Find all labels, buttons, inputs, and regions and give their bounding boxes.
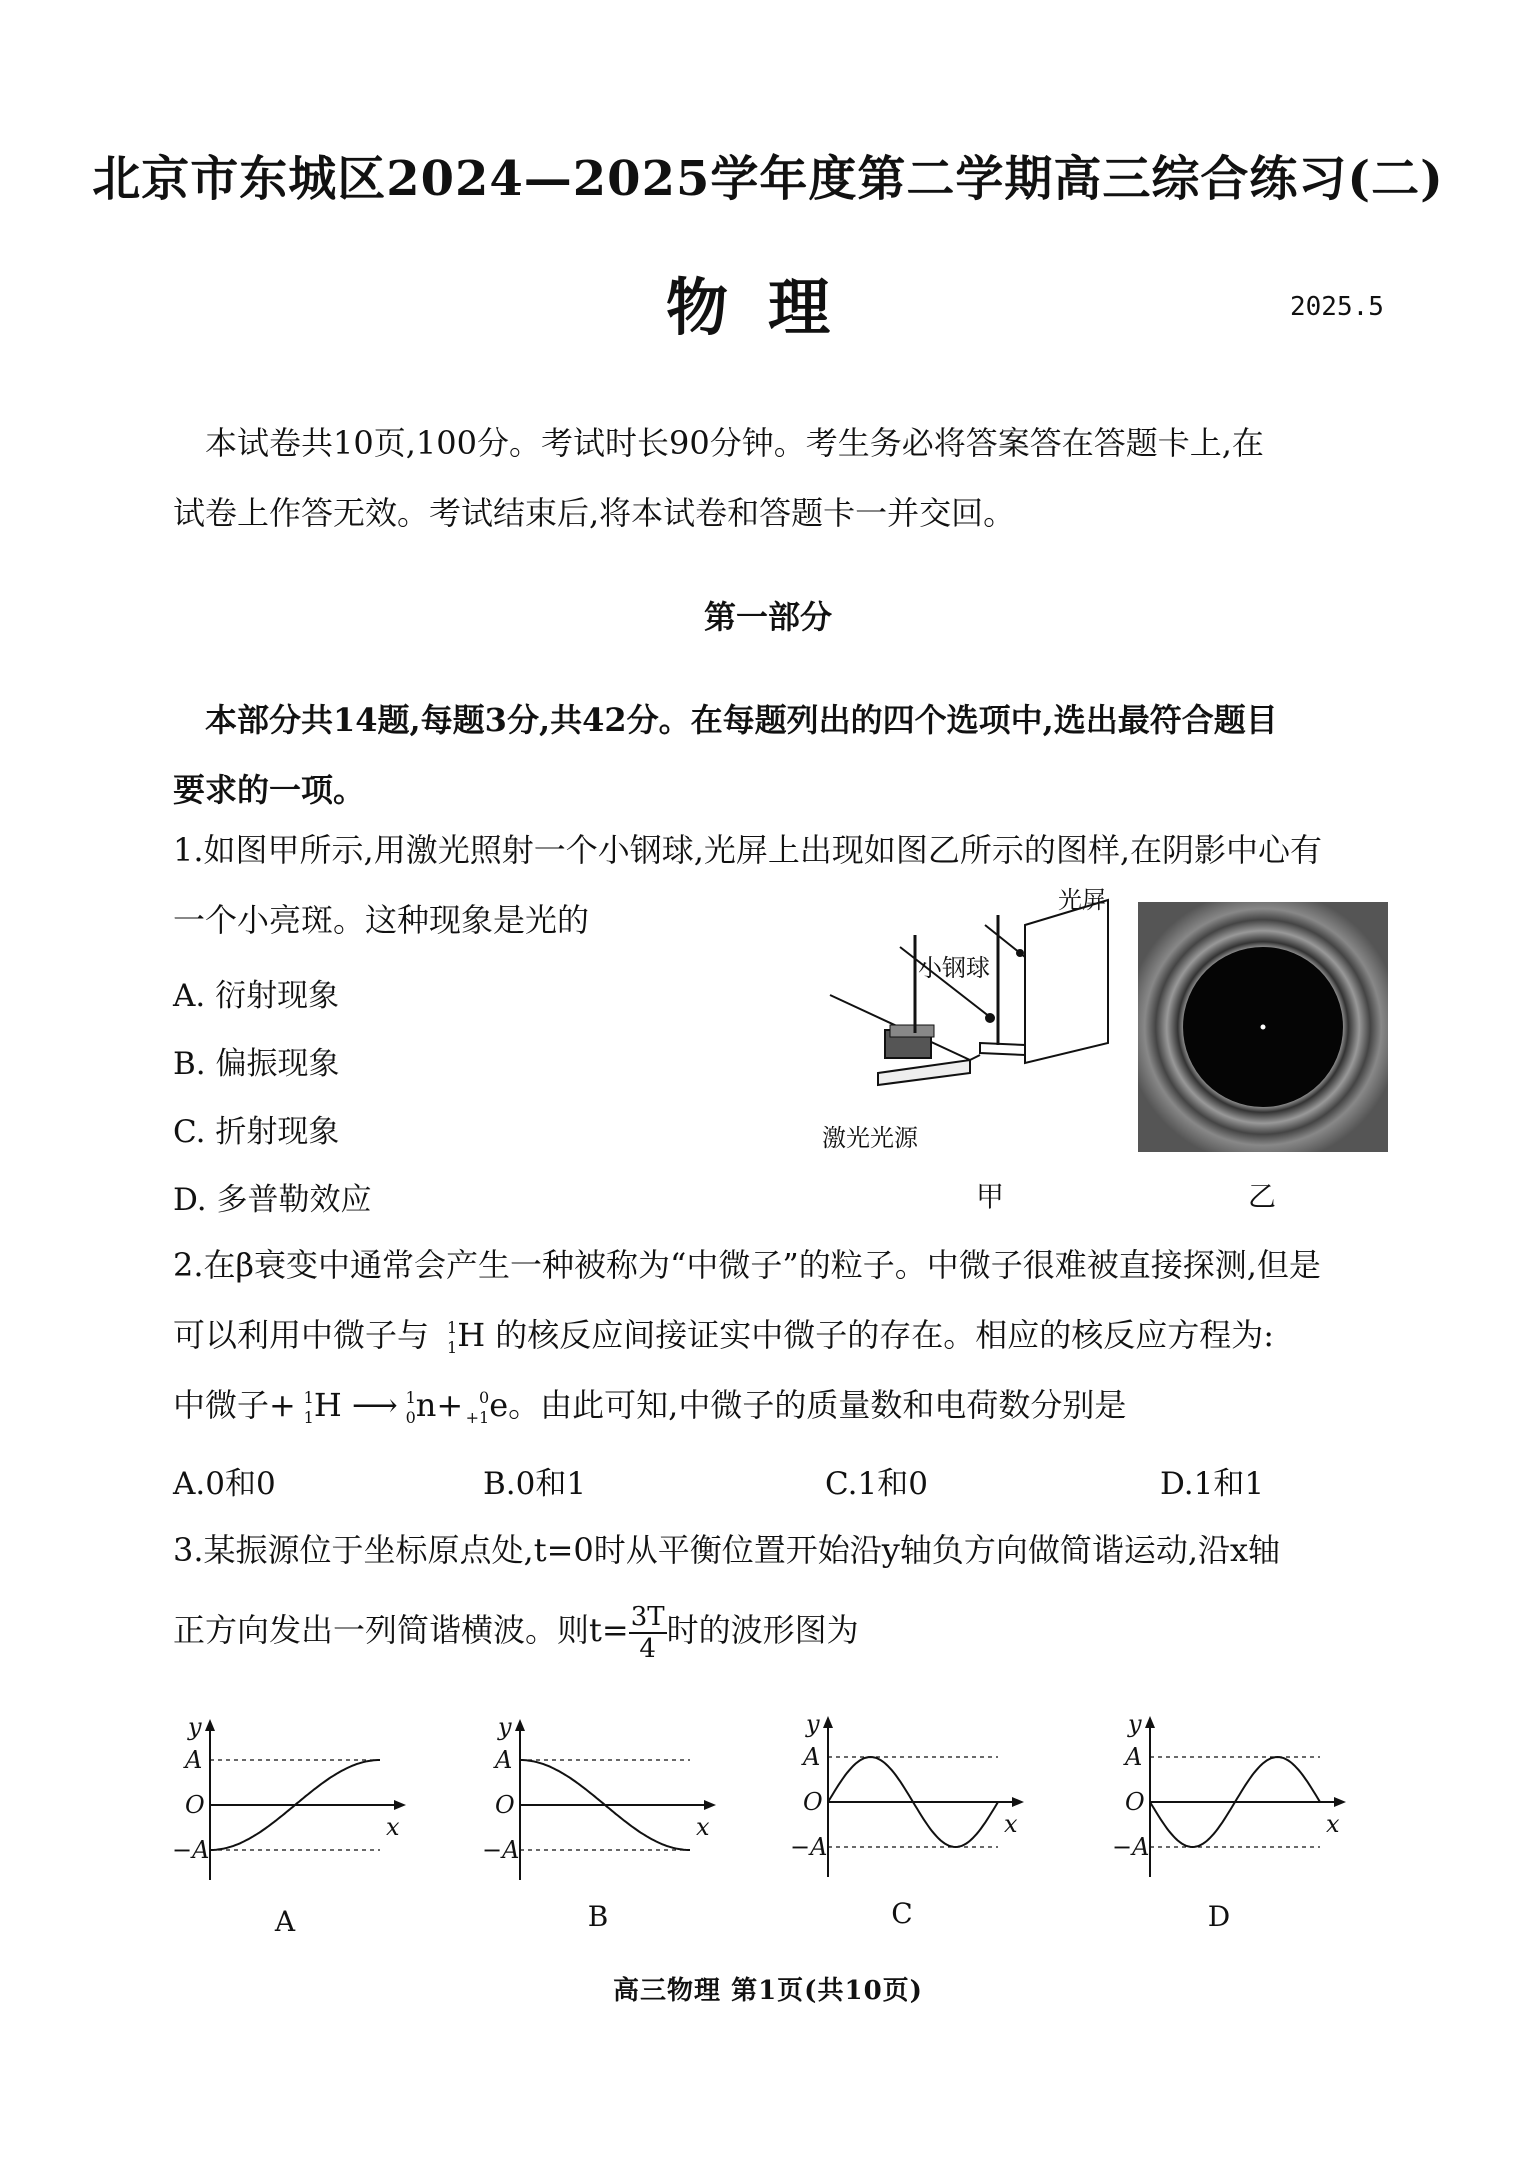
q3-graph-label-b: B: [587, 1900, 609, 1933]
y-axis-label: y: [1128, 1712, 1142, 1738]
q2-line3-part-b: 。由此可知,中微子的质量数和电荷数分别是: [508, 1386, 1127, 1424]
y-axis-arrow: [823, 1716, 833, 1728]
q1-label-yi: 乙: [1247, 1180, 1276, 1213]
x-axis-arrow: [1012, 1797, 1024, 1807]
instructions-line-2: 试卷上作答无效。考试结束后,将本试卷和答题卡一并交回。: [173, 494, 1016, 532]
q2-plus: +: [436, 1386, 464, 1424]
page-footer: 高三物理 第1页(共10页): [613, 1976, 923, 2006]
q2-line2-part-b: 的核反应间接证实中微子的存在。相应的核反应方程为:: [495, 1316, 1275, 1354]
q3-t-label: t=: [589, 1611, 629, 1649]
q2-nuclide-h-indices: 1 1: [447, 1318, 458, 1357]
q1-label-laser: 激光光源: [822, 1124, 918, 1152]
q2-line3-part-a: 中微子+: [173, 1386, 296, 1424]
q1-label-screen: 光屏: [1058, 886, 1106, 914]
q2-eq-e-indices: 0 +1: [465, 1388, 490, 1427]
x-axis-arrow: [704, 1800, 716, 1810]
q3-graph-c: [778, 1712, 1038, 1882]
q2-stem-line-1: 2.在β衰变中通常会产生一种被称为“中微子”的粒子。中微子很难被直接探测,但是: [173, 1246, 1321, 1284]
q3-graph-label-c: C: [891, 1897, 913, 1930]
q3-graph-d: [1100, 1712, 1360, 1882]
q3-line2-part-b: 时的波形图为: [666, 1611, 859, 1649]
x-axis-label: x: [1004, 1810, 1018, 1838]
q1-label-ball: 小钢球: [918, 954, 990, 982]
negative-amplitude-label: −A: [790, 1833, 828, 1861]
part-one-title: 第一部分: [703, 598, 832, 636]
q2-option-a: A.0和0: [173, 1466, 276, 1502]
instructions-line-1: 本试卷共10页,100分。考试时长90分钟。考生务必将答案答在答题卡上,在: [205, 424, 1264, 462]
x-axis-label: x: [1326, 1810, 1340, 1838]
q1-option-d: D. 多普勒效应: [173, 1182, 372, 1218]
origin-label: O: [803, 1788, 823, 1816]
amplitude-label: A: [495, 1746, 513, 1774]
y-axis-label: y: [188, 1715, 202, 1741]
q2-line2-part-a: 可以利用中微子与: [173, 1316, 430, 1354]
y-axis-arrow: [1145, 1716, 1155, 1728]
q2-eq-h: H: [313, 1386, 342, 1424]
part-one-desc-line-1: 本部分共14题,每题3分,共42分。在每题列出的四个选项中,选出最符合题目: [205, 701, 1278, 739]
amplitude-label: A: [803, 1743, 821, 1771]
q3-graph-label-d: D: [1207, 1900, 1231, 1933]
amplitude-label: A: [185, 1746, 203, 1774]
q1-option-b: B. 偏振现象: [173, 1046, 340, 1082]
y-axis-arrow: [205, 1719, 215, 1731]
q3-graph-label-a: A: [274, 1905, 296, 1938]
y-axis-arrow: [515, 1719, 525, 1731]
q2-arrow: ⟶: [351, 1386, 398, 1424]
q2-option-d: D.1和1: [1160, 1466, 1265, 1502]
q3-graph-b: [470, 1715, 730, 1885]
origin-label: O: [1125, 1788, 1145, 1816]
x-axis-arrow: [1334, 1797, 1346, 1807]
exam-title: 北京市东城区2024—2025学年度第二学期高三综合练习(二): [92, 151, 1444, 207]
x-axis-arrow: [394, 1800, 406, 1810]
q1-option-c: C. 折射现象: [173, 1114, 340, 1150]
q2-eq-n: n: [415, 1386, 437, 1424]
negative-amplitude-label: −A: [482, 1836, 520, 1864]
negative-amplitude-label: −A: [1112, 1833, 1150, 1861]
q1-stem-line-1: 1.如图甲所示,用激光照射一个小钢球,光屏上出现如图乙所示的图样,在阴影中心有: [173, 831, 1323, 869]
exam-date: 2025.5: [1290, 292, 1384, 322]
amplitude-label: A: [1125, 1743, 1143, 1771]
q2-option-b: B.0和1: [483, 1466, 587, 1502]
y-axis-label: y: [806, 1712, 820, 1738]
q1-stem-line-2: 一个小亮斑。这种现象是光的: [173, 901, 590, 939]
q2-eq-n-indices: 1 0: [405, 1388, 416, 1427]
q3-fraction: [629, 1602, 667, 1664]
q2-eq-e: e: [489, 1386, 509, 1424]
negative-amplitude-label: −A: [172, 1836, 210, 1864]
q3-line2-part-a: 正方向发出一列简谐横波。则: [173, 1611, 590, 1649]
q1-label-jia: 甲: [975, 1180, 1004, 1213]
part-one-desc-line-2: 要求的一项。: [173, 771, 366, 809]
q3-stem-line-1: 3.某振源位于坐标原点处,t=0时从平衡位置开始沿y轴负方向做简谐运动,沿x轴: [173, 1531, 1281, 1569]
q2-stem-line-3: [173, 1370, 1126, 1440]
q2-nuclide-h: H: [457, 1316, 486, 1354]
q2-stem-line-2: [173, 1300, 1274, 1370]
q3-graph-a: [160, 1715, 420, 1885]
q1-figure-diffraction-pattern: [1138, 902, 1388, 1152]
x-axis-label: x: [386, 1813, 400, 1841]
q3-frac-num: 3T: [630, 1601, 665, 1632]
origin-label: O: [495, 1791, 515, 1819]
origin-label: O: [185, 1791, 205, 1819]
subject-title: 物理: [665, 271, 870, 344]
y-axis-label: y: [498, 1715, 512, 1741]
x-axis-label: x: [696, 1813, 710, 1841]
q1-option-a: A. 衍射现象: [173, 978, 340, 1014]
q3-frac-den: 4: [639, 1633, 656, 1664]
q3-stem-line-2: [173, 1595, 859, 1665]
q2-option-c: C.1和0: [825, 1466, 928, 1502]
q2-eq-h-indices: 1 1: [303, 1388, 314, 1427]
